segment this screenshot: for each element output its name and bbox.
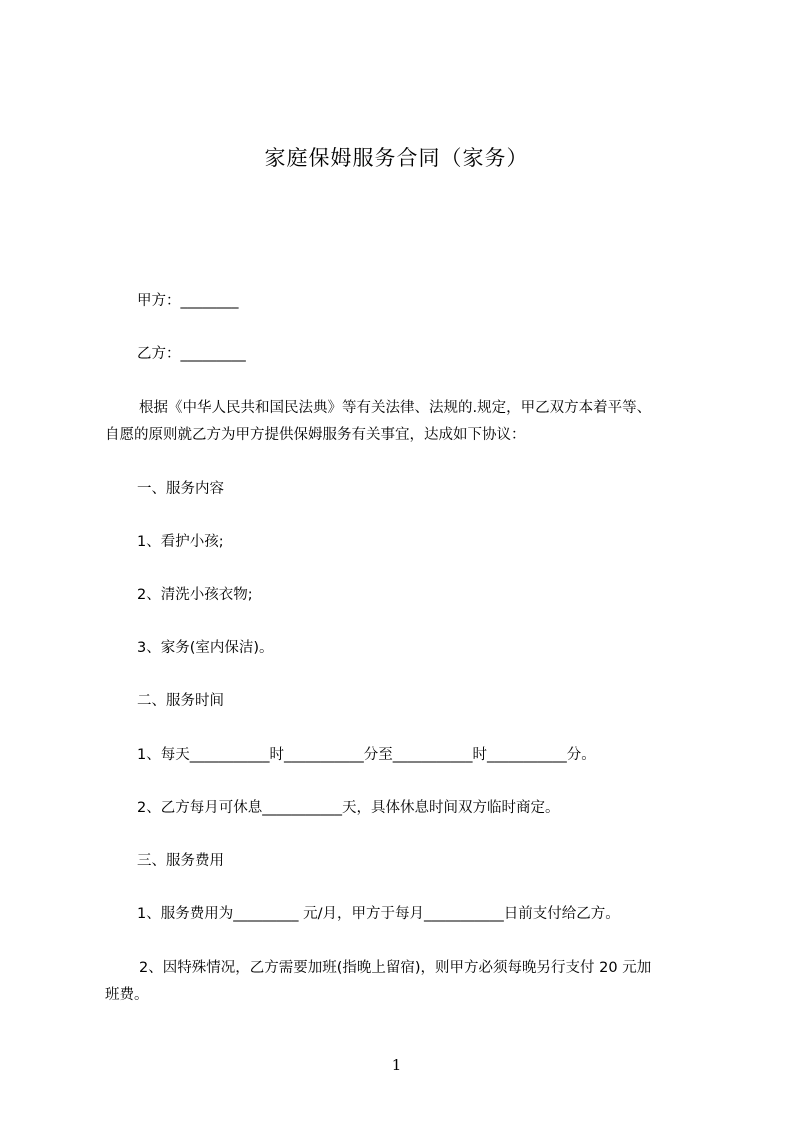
section-3-item-2-line-1: 2、因特殊情况，乙方需要加班(指晚上留宿)，则甲方必须每晚另行支付 20 元加 <box>139 960 652 976</box>
intro-line-1: 根据《中华人民共和国民法典》等有关法律、法规的.规定，甲乙双方本着平等、 <box>139 400 652 416</box>
section-1-heading: 一、服务内容 <box>137 481 224 497</box>
intro-line-2: 自愿的原则就乙方为甲方提供保姆服务有关事宜，达成如下协议： <box>105 427 526 443</box>
section-3-item-2-line-2: 班费。 <box>105 987 149 1003</box>
section-1-item-2: 2、清洗小孩衣物; <box>137 587 253 603</box>
section-2-heading: 二、服务时间 <box>137 693 224 709</box>
party-b-line: 乙方：_________ <box>137 346 246 362</box>
section-1-item-3: 3、家务(室内保洁)。 <box>137 640 274 656</box>
page-number: 1 <box>391 1056 402 1074</box>
section-1-item-1: 1、看护小孩; <box>137 534 224 550</box>
section-2-item-1: 1、每天___________时___________分至___________时___________分。 <box>137 747 596 763</box>
section-3-heading: 三、服务费用 <box>137 853 224 869</box>
party-a-line: 甲方：________ <box>137 293 239 309</box>
section-3-item-1: 1、服务费用为_________ 元/月，甲方于每月___________日前支付给乙方。 <box>137 906 620 922</box>
section-2-item-2: 2、乙方每月可休息___________天，具体休息时间双方临时商定。 <box>137 800 560 816</box>
document-title: 家庭保姆服务合同（家务） <box>264 146 529 170</box>
